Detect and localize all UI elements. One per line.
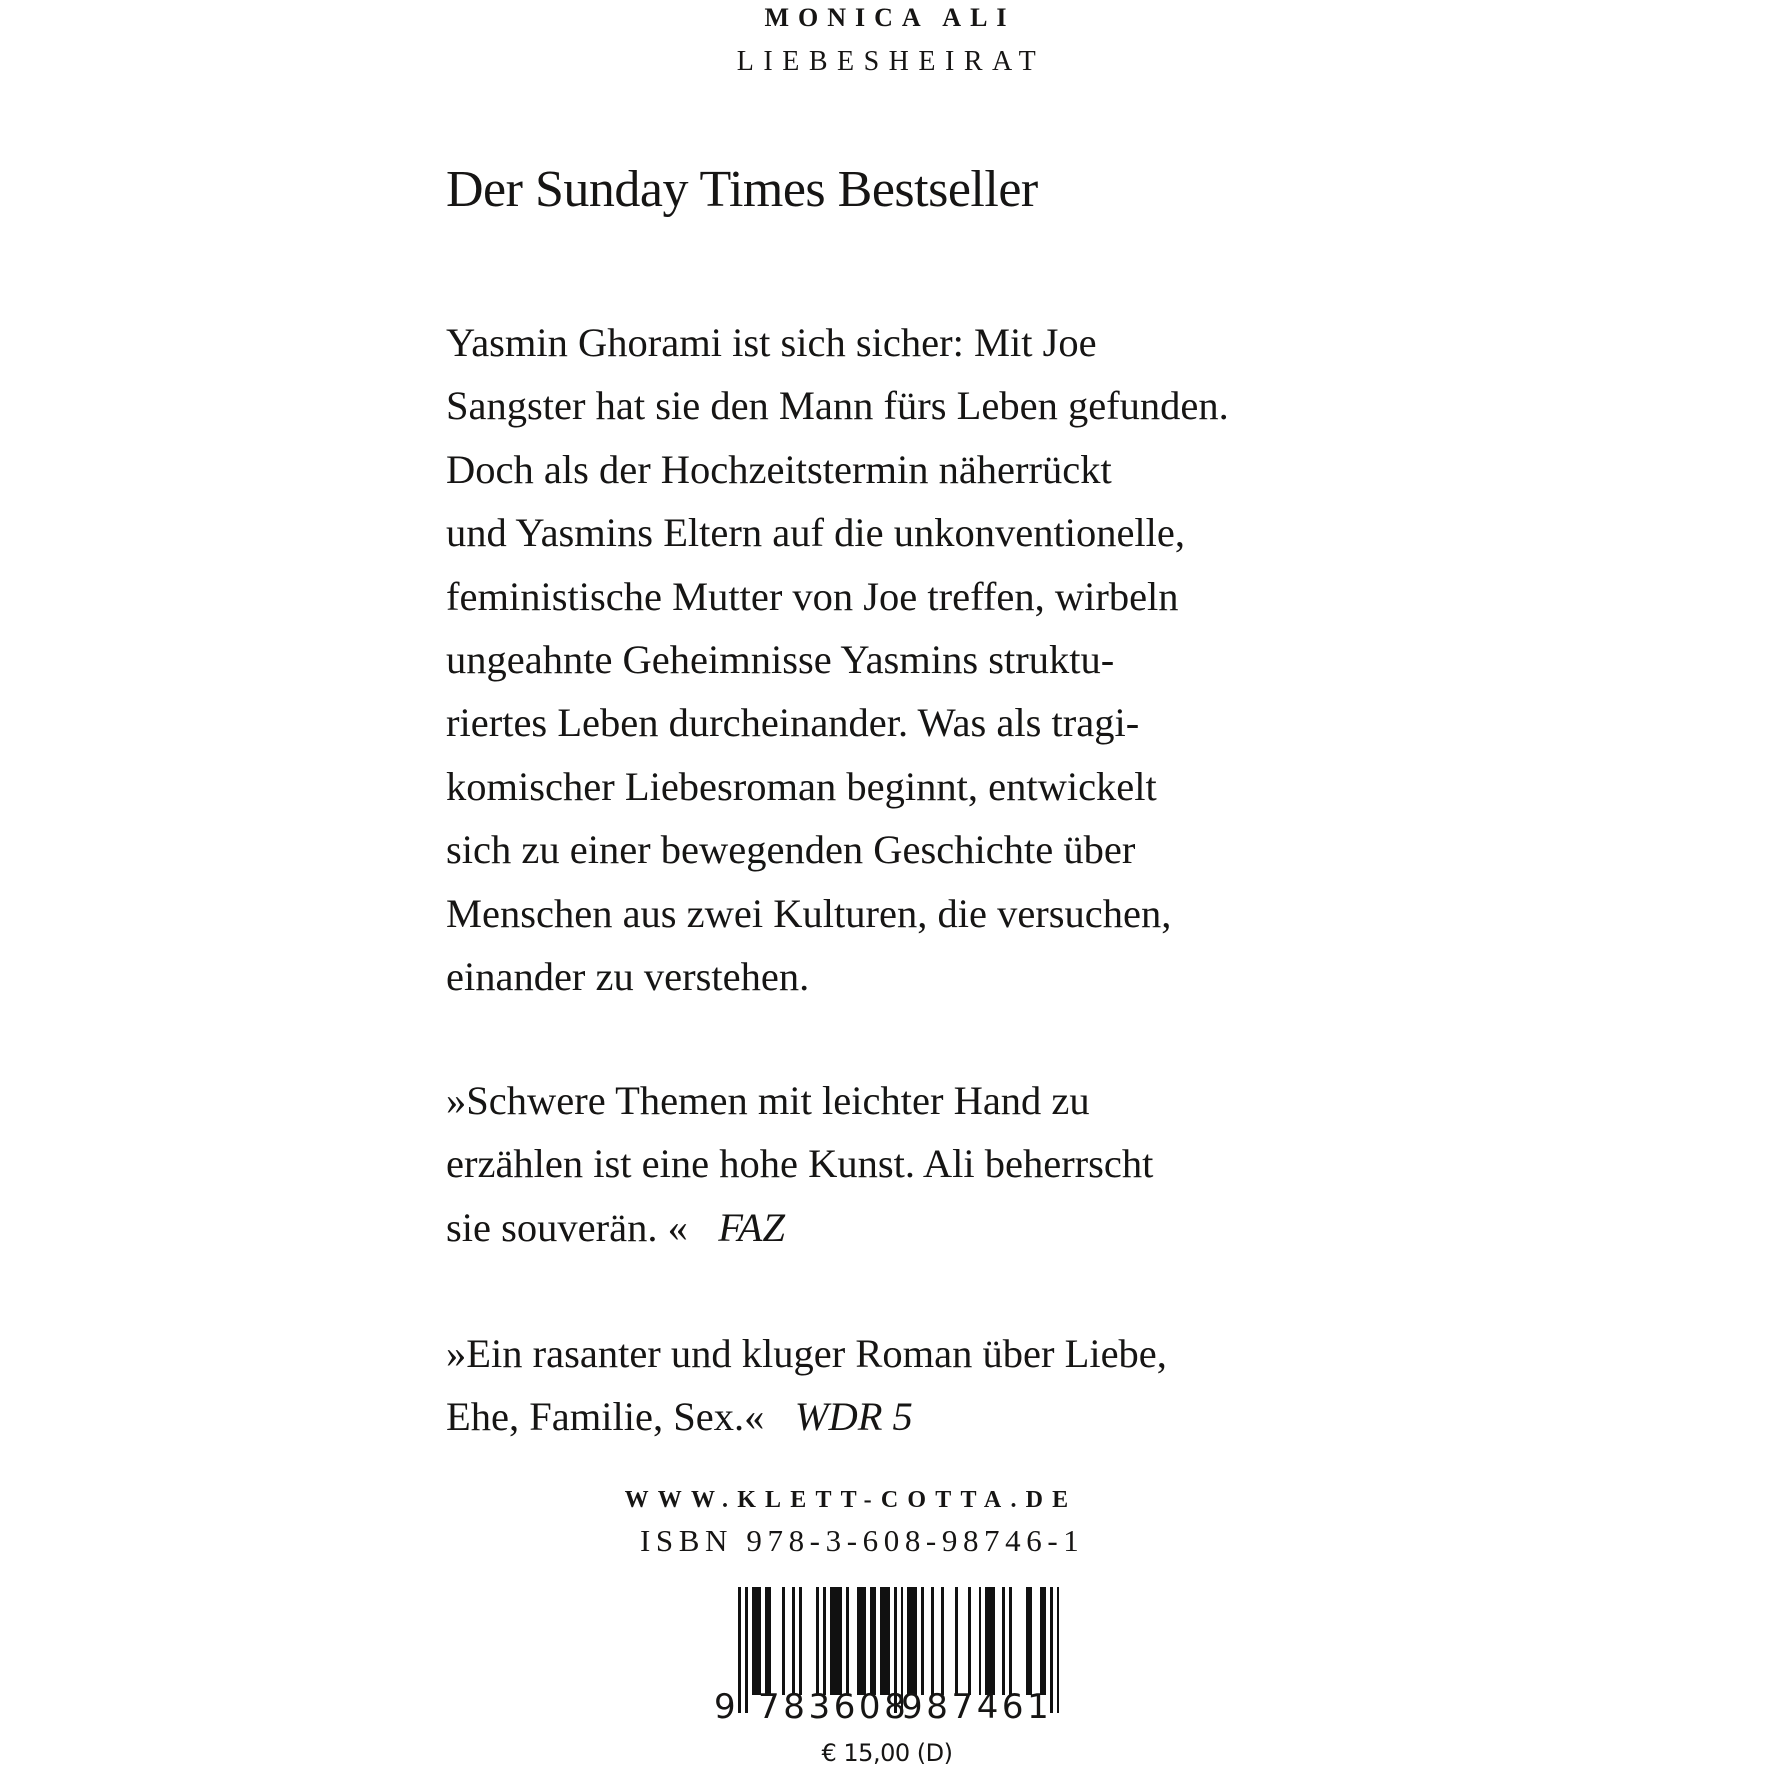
- barcode-bar: [921, 1587, 924, 1695]
- blurb-line: einander zu verstehen.: [446, 954, 810, 1000]
- quote-line-last: [446, 1196, 1153, 1259]
- barcode-bar: [830, 1587, 843, 1695]
- blurb-line: riertes Leben durcheinander. Was als tragi-: [446, 700, 1140, 746]
- barcode-bar: [823, 1587, 826, 1695]
- blurb-line: und Yasmins Eltern auf die unkonventionelle,: [446, 510, 1186, 556]
- review-quote-faz: [446, 1069, 1153, 1259]
- blurb-line: komischer Liebesroman beginnt, entwickelt: [446, 763, 1157, 809]
- quote-source: WDR 5: [794, 1394, 913, 1440]
- barcode-bar: [985, 1587, 995, 1695]
- barcode-bar: [941, 1587, 944, 1695]
- barcode-bar: [955, 1587, 958, 1695]
- barcode-left-digits: 783608: [758, 1687, 910, 1727]
- price-label: € 15,00 (D): [821, 1739, 953, 1767]
- barcode-icon: [712, 1587, 1072, 1727]
- barcode-bar: [752, 1587, 762, 1695]
- barcode-bar: [799, 1587, 802, 1695]
- barcode-bar: [907, 1587, 917, 1695]
- barcode-bar: [1057, 1587, 1060, 1713]
- barcode-right-digits: 987461: [901, 1687, 1053, 1727]
- blurb-text: [446, 311, 1229, 1008]
- quote-line-last: [446, 1385, 1167, 1448]
- blurb-line: ungeahnte Geheimnisse Yasmins struktu-: [446, 637, 1115, 683]
- quote-text: Ehe, Familie, Sex.«: [446, 1394, 765, 1440]
- blurb-line: Yasmin Ghorami ist sich sicher: Mit Joe: [446, 320, 1097, 365]
- barcode-first-digit: 9: [714, 1687, 740, 1727]
- barcode-bar: [880, 1587, 890, 1695]
- author-name: MONICA ALI: [764, 3, 1016, 32]
- blurb-line: Menschen aus zwei Kulturen, die versuchen,: [446, 890, 1172, 936]
- quote-line: erzählen ist eine hohe Kunst. Ali beherrscht: [446, 1141, 1154, 1187]
- barcode-bar: [745, 1587, 748, 1713]
- barcode-bar: [1002, 1587, 1005, 1695]
- barcode-bar: [792, 1587, 795, 1695]
- blurb-line: feministische Mutter von Joe treffen, wirbeln: [446, 573, 1179, 619]
- barcode-bar: [1009, 1587, 1012, 1695]
- barcode-bar: [816, 1587, 819, 1695]
- barcode-bar: [782, 1587, 785, 1695]
- barcode-bar: [870, 1587, 876, 1695]
- barcode-bar: [857, 1587, 867, 1695]
- barcode-bar: [1026, 1587, 1032, 1695]
- isbn-number: ISBN 978-3-608-98746-1: [640, 1523, 1085, 1558]
- blurb-line: sich zu einer bewegenden Geschichte über: [446, 827, 1136, 873]
- quote-text: sie souverän. «: [446, 1204, 688, 1250]
- quote-line: »Ein rasanter und kluger Roman über Liebe,: [446, 1331, 1167, 1376]
- review-quote-wdr5: [446, 1322, 1167, 1449]
- barcode-bar: [968, 1587, 971, 1695]
- blurb-line: Sangster hat sie den Mann fürs Leben gefunden.: [446, 383, 1229, 429]
- headline: Der Sunday Times Bestseller: [446, 161, 1038, 218]
- barcode-bar: [979, 1587, 982, 1695]
- blurb-line: Doch als der Hochzeitstermin näherrückt: [446, 446, 1112, 492]
- barcode-bar: [931, 1587, 934, 1695]
- quote-source: FAZ: [718, 1204, 785, 1250]
- publisher-url[interactable]: WWW.KLETT-COTTA.DE: [624, 1487, 1078, 1513]
- barcode-bar: [765, 1587, 771, 1695]
- quote-line: »Schwere Themen mit leichter Hand zu: [446, 1078, 1090, 1123]
- barcode-bar: [846, 1587, 849, 1695]
- barcode-bar: [1040, 1587, 1046, 1695]
- book-title: LIEBESHEIRAT: [736, 46, 1046, 77]
